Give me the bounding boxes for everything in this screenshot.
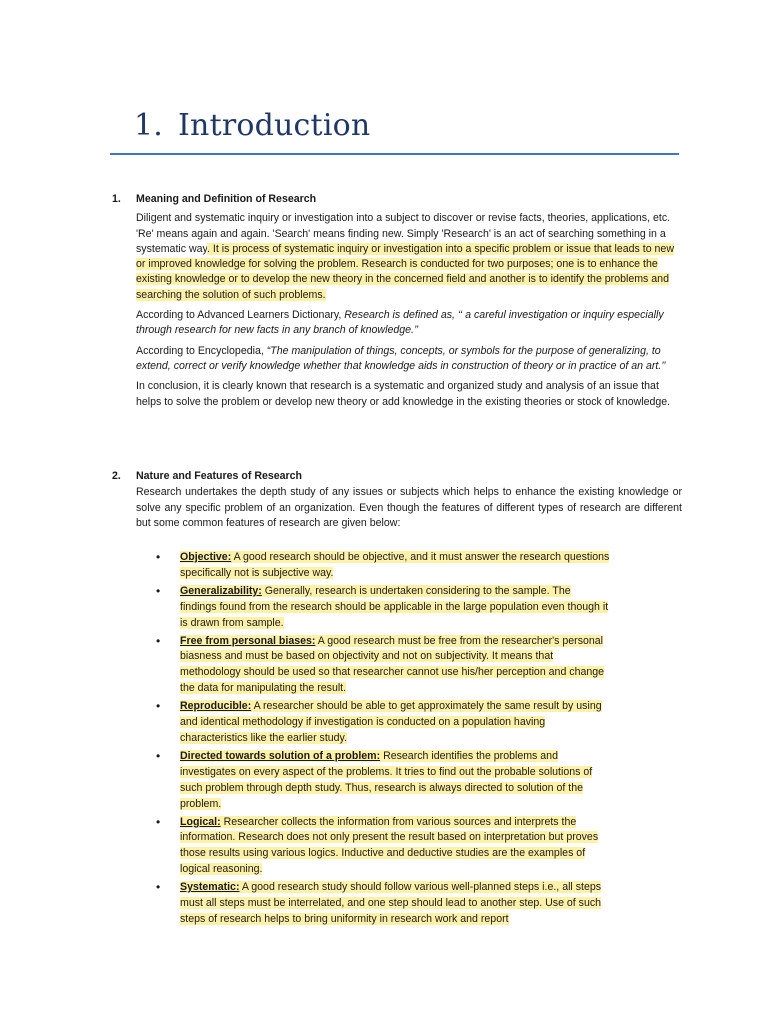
bullet-icon: • xyxy=(156,633,161,648)
list-item xyxy=(156,880,610,928)
highlighted-text xyxy=(180,585,608,629)
feature-label: Logical: xyxy=(180,815,221,828)
quote-text: Research is defined as, ‘‘ a careful investigation or inquiry especially through research for new facts in any branch of knowledge.’’ xyxy=(136,309,664,337)
section-nature xyxy=(112,469,682,536)
highlighted-text xyxy=(180,881,601,925)
feature-label: Generalizability: xyxy=(180,584,262,597)
list-item-text xyxy=(180,815,610,879)
list-item-text xyxy=(180,634,610,698)
bullet-icon: • xyxy=(156,814,161,829)
section-title: Nature and Features of Research xyxy=(136,470,303,482)
highlighted-text xyxy=(180,750,592,810)
feature-label: Free from personal biases: xyxy=(180,634,316,647)
highlighted-text xyxy=(180,816,598,876)
list-item xyxy=(156,749,610,813)
list-item xyxy=(156,584,610,632)
list-item-text xyxy=(180,584,610,632)
feature-label: Objective: xyxy=(180,551,232,563)
highlighted-text xyxy=(180,700,602,744)
section-heading xyxy=(112,469,682,484)
feature-description: A good research should be objective, and it must answer the research questions specifically not is subjective way. xyxy=(180,551,610,579)
list-item-text xyxy=(180,699,610,747)
paragraph-text: Diligent and systematic inquiry or investigation into a subject to discover or revise facts, theories, applications, etc. 'Re' means again and again. 'Search' means finding new. Simply 'Research' is an act of searching something in a systematic way xyxy=(136,212,671,255)
list-item xyxy=(156,699,610,747)
bullet-icon: • xyxy=(156,699,161,714)
quote-text: “The manipulation of things, concepts, or symbols for the purpose of generalizing, to extend, correct or verify knowledge whether that knowledge aids in construction of theory or in practice of an art.’’ xyxy=(136,344,666,372)
section-title: Meaning and Definition of Research xyxy=(136,193,317,205)
feature-label: Systematic: xyxy=(180,881,240,894)
title-underline xyxy=(110,153,679,155)
feature-label: Directed towards solution of a problem: xyxy=(180,749,381,762)
paragraph xyxy=(136,344,682,375)
paragraph: In conclusion, it is clearly known that research is a systematic and organized study and analysis of an issue that helps to solve the problem or develop new theory or add knowledge in the existing theories or stock of knowledge. xyxy=(136,380,671,408)
highlighted-text: . It is process of systematic inquiry or investigation into a specific problem or issue that leads to new or improved knowledge for solving the problem. Research is conducted for two purposes; one is to enhance the existing knowledge or to develop the new theory in the concerned field and another is to identify the problems and searching the solution of such problems. xyxy=(136,242,674,301)
section-meaning xyxy=(112,192,682,415)
feature-description: Research identifies the problems and investigates on every aspect of the problems. It tries to find out the probable solutions of such problem through depth study. Thus, research is always directed to solution of the problem. xyxy=(180,749,593,810)
highlighted-text xyxy=(180,635,604,695)
feature-label: Reproducible: xyxy=(180,700,252,713)
list-item-text xyxy=(180,749,610,813)
feature-description: A good research must be free from the researcher's personal biasness and must be based on objectivity and not on subjectivity. It means that methodology should be used so that researcher cannot use his/her perception and change the data for manipulating the result. xyxy=(180,634,605,695)
feature-description: Generally, research is undertaken considering to the sample. The findings found from the research should be applicable in the large population even though it is drawn from sample. xyxy=(180,584,609,629)
bullet-icon: • xyxy=(156,583,161,598)
section-number: 1. xyxy=(112,193,121,205)
section-heading xyxy=(112,192,682,207)
highlighted-text xyxy=(180,551,609,579)
page-title-number: 1. xyxy=(134,108,164,143)
bullet-icon: • xyxy=(156,880,161,895)
paragraph-text: According to Encyclopedia, xyxy=(136,344,267,357)
paragraph-text: According to Advanced Learners Dictionary, xyxy=(136,309,345,322)
feature-description: A researcher should be able to get approximately the same result by using and identical methodology if investigation is conducted on a population having characteristics like the earlier study. xyxy=(180,700,602,744)
feature-description: Researcher collects the information from various sources and interprets the information. Research does not only present the result based on interpretation but proves those results using various logics. Inductive and deductive studies are the examples of logical reasoning. xyxy=(180,815,599,876)
list-item-text xyxy=(180,880,610,928)
list-item-text xyxy=(180,550,610,582)
bullet-icon: • xyxy=(156,550,161,564)
feature-description: A good research study should follow various well-planned steps i.e., all steps must all steps must be interrelated, and one step should lead to another step. Use of such steps of research helps to bring uniformity in research work and report xyxy=(180,881,602,925)
section-number: 2. xyxy=(112,470,121,482)
paragraph xyxy=(136,211,682,303)
paragraph: Research undertakes the depth study of any issues or subjects which helps to enhance the existing knowledge or solve any specific problem of an organization. Even though the features of different types of research are different but some common features of research are given below: xyxy=(136,486,682,529)
list-item xyxy=(156,634,610,698)
bullet-icon: • xyxy=(156,748,161,763)
page-title xyxy=(134,108,370,143)
list-item xyxy=(156,550,610,582)
list-item xyxy=(156,815,610,879)
page-title-text: Introduction xyxy=(178,108,371,143)
features-list xyxy=(156,550,610,930)
paragraph xyxy=(136,308,682,339)
